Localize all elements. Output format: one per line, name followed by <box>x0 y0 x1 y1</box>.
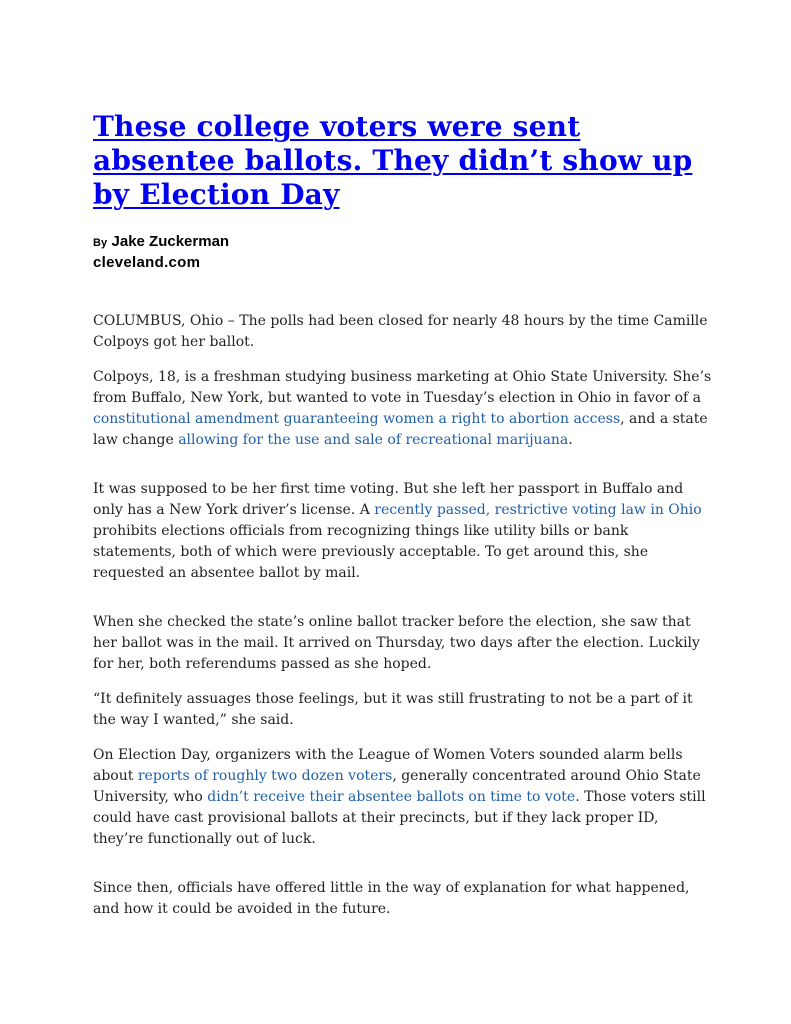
paragraph-3-text-b: prohibits elections officials from recognizing things like utility bills or bank statements, both of which were previously acceptable. To get around this, she requested an absentee ballot by mail. <box>93 523 649 581</box>
abortion-amendment-link[interactable]: constitutional amendment guaranteeing women a right to abortion access <box>93 411 621 427</box>
headline-link[interactable]: These college voters were sent absentee ballots. They didn’t show up by Election Day <box>93 110 693 211</box>
paragraph-6 <box>93 745 713 850</box>
byline <box>93 232 713 273</box>
paragraph-6-text-c: . Those voters still could have cast provisional ballots at their precincts, but if they lack proper ID, they’re functionally out of luck. <box>93 789 706 847</box>
paragraph-1: COLUMBUS, Ohio – The polls had been closed for nearly 48 hours by the time Camille Colpoys got her ballot. <box>93 313 708 350</box>
byline-prefix: By <box>93 237 108 249</box>
paragraph-7: Since then, officials have offered little in the way of explanation for what happened, and how it could be avoided in the future. <box>93 880 690 917</box>
source-name: cleveland.com <box>93 254 201 271</box>
voter-reports-link[interactable]: reports of roughly two dozen voters <box>137 768 393 784</box>
paragraph-3 <box>93 479 713 584</box>
paragraph-2-text-b: , and a state law change <box>93 411 708 448</box>
paragraph-2 <box>93 367 713 451</box>
paragraph-2-text-c: . <box>568 432 573 448</box>
voting-law-link[interactable]: recently passed, restrictive voting law in Ohio <box>374 502 702 518</box>
article-body <box>93 311 713 920</box>
article <box>93 110 713 920</box>
paragraph-4: When she checked the state’s online ballot tracker before the election, she saw that her ballot was in the mail. It arrived on Thursday, two days after the election. Luckily for her, both referendums passed as she hoped. <box>93 614 700 672</box>
paragraph-5: “It definitely assuages those feelings, but it was still frustrating to not be a part of it the way I wanted,” she said. <box>93 691 693 728</box>
author-name: Jake Zuckerman <box>111 233 230 250</box>
paragraph-3-text-a: It was supposed to be her first time voting. But she left her passport in Buffalo and only has a New York driver’s license. A <box>93 481 684 518</box>
marijuana-law-link[interactable]: allowing for the use and sale of recreational marijuana <box>178 432 569 448</box>
paragraph-6-text-b: , generally concentrated around Ohio State University, who <box>93 768 701 805</box>
ballots-late-link[interactable]: didn’t receive their absentee ballots on time to vote <box>207 789 576 805</box>
paragraph-2-text-a: Colpoys, 18, is a freshman studying business marketing at Ohio State University. She’s from Buffalo, New York, but wanted to vote in Tuesday’s election in Ohio in favor of a <box>93 369 712 406</box>
paragraph-6-text-a: On Election Day, organizers with the League of Women Voters sounded alarm bells about <box>93 747 683 784</box>
